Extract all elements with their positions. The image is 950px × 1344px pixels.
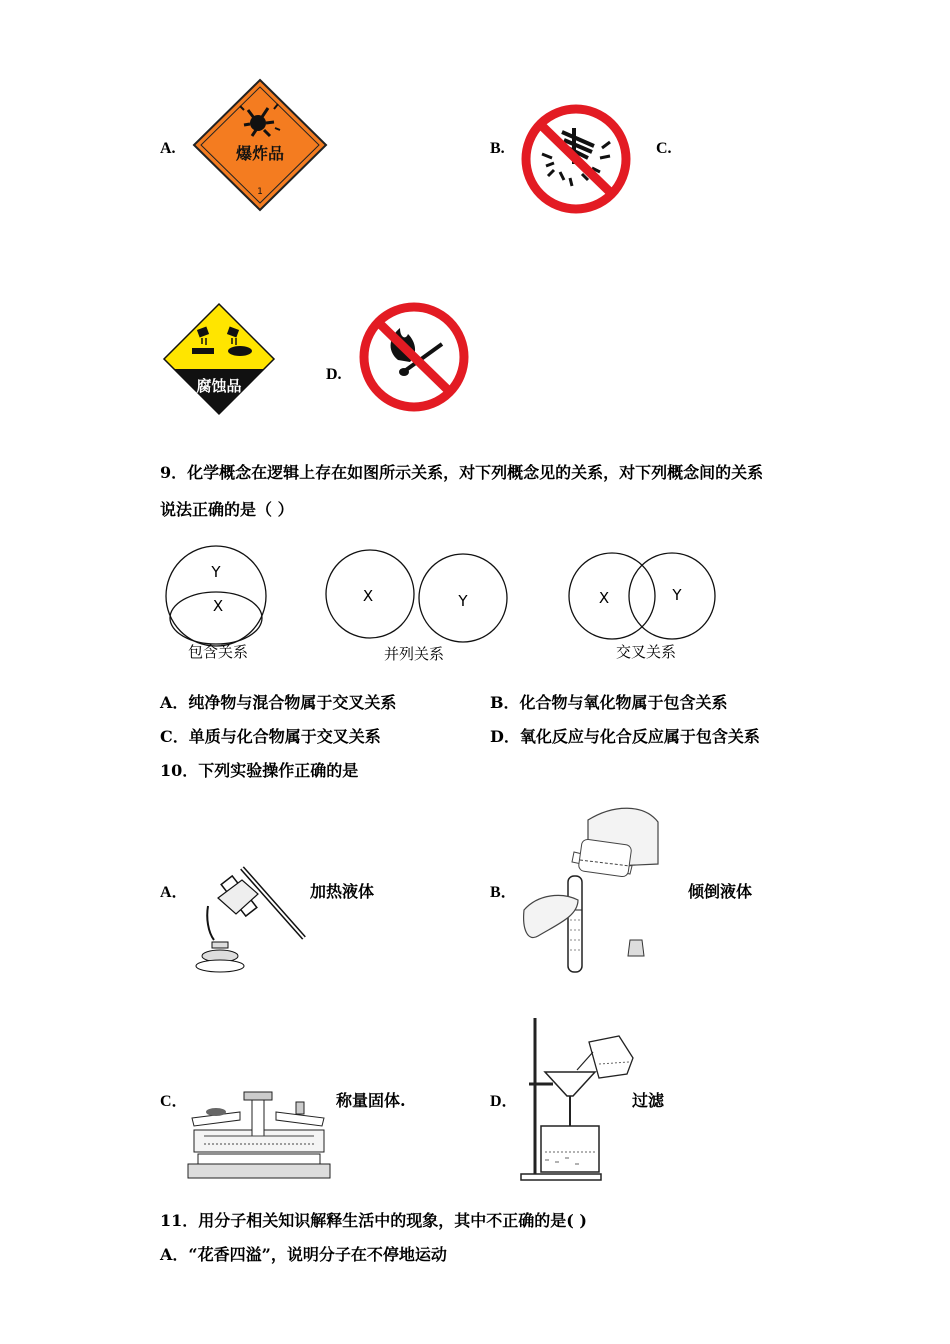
- filtration-icon: [515, 1012, 645, 1184]
- q10-option-c-label[interactable]: C．: [160, 1093, 188, 1110]
- corrosive-label: 腐蚀品: [196, 377, 242, 395]
- option-d-label: D.: [326, 366, 342, 383]
- q11-stem: 11．用分子相关知识解释生活中的现象，其中不正确的是( ): [160, 1211, 587, 1230]
- cross-diagram: [569, 553, 715, 661]
- option-c-label: C.: [656, 140, 672, 157]
- parallel-caption: 并列关系: [383, 645, 445, 663]
- contain-inner-label: X: [212, 597, 224, 615]
- parallel-left-label: X: [362, 587, 374, 605]
- contain-diagram: [166, 546, 266, 661]
- q10-option-d-caption: 过滤: [632, 1091, 665, 1110]
- contain-outer-label: Y: [211, 563, 221, 581]
- q10-stem: 10．下列实验操作正确的是: [160, 761, 359, 780]
- balance-scale-icon: [184, 1084, 334, 1184]
- explosive-sign-icon: [192, 78, 328, 212]
- q9-option-c[interactable]: C．单质与化合物属于交叉关系: [160, 727, 381, 746]
- contain-caption: 包含关系: [187, 643, 249, 661]
- q9-option-d[interactable]: D．氧化反应与化合反应属于包含关系: [490, 727, 760, 746]
- option-b-label: B.: [490, 140, 505, 157]
- q10-option-c-caption: 称量固体.: [336, 1091, 406, 1110]
- q10-option-b-caption: 倾倒液体: [688, 882, 753, 901]
- no-fireworks-sign-icon: [518, 102, 634, 216]
- cross-caption: 交叉关系: [615, 643, 677, 661]
- q9-option-b[interactable]: B．化合物与氧化物属于包含关系: [490, 693, 728, 712]
- explosive-class: 1: [257, 187, 263, 197]
- no-open-flame-sign-icon: [356, 300, 472, 414]
- cross-left-label: X: [598, 589, 610, 607]
- q9-stem-line1: 9．化学概念在逻辑上存在如图所示关系，对下列概念见的关系，对下列概念间的关系: [160, 463, 764, 482]
- heating-liquid-icon: [188, 858, 308, 978]
- pouring-liquid-icon: [518, 800, 668, 978]
- q9-option-a[interactable]: A．纯净物与混合物属于交叉关系: [160, 693, 397, 712]
- parallel-right-label: Y: [458, 592, 468, 610]
- explosive-label: 爆炸品: [235, 144, 285, 163]
- cross-right-label: Y: [672, 586, 682, 604]
- parallel-diagram: [326, 550, 507, 663]
- q10-option-b-label[interactable]: B．: [490, 884, 517, 901]
- q10-option-a-caption: 加热液体: [310, 882, 375, 901]
- corrosive-sign-icon: [162, 302, 276, 416]
- q10-option-a-label[interactable]: A．: [160, 884, 188, 901]
- q10-option-d-label[interactable]: D．: [490, 1093, 518, 1110]
- concept-relation-diagrams: [160, 540, 760, 670]
- q9-stem-line2: 说法正确的是（ ）: [160, 500, 294, 519]
- q11-option-a[interactable]: A．“花香四溢”，说明分子在不停地运动: [160, 1245, 447, 1264]
- option-a-label: A.: [160, 140, 176, 157]
